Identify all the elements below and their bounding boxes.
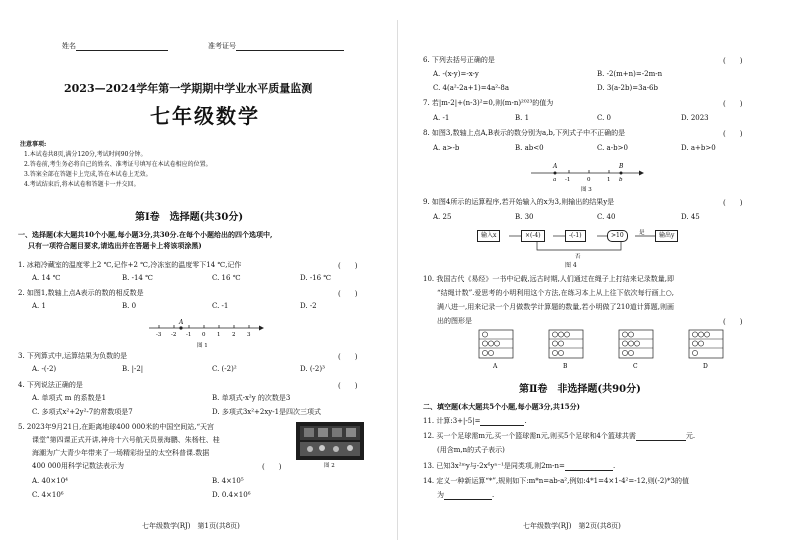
option-d-knots <box>689 330 723 370</box>
q5-option-c[interactable]: C. 4×10⁶ <box>32 491 64 499</box>
figure-4-caption: 图 4 <box>565 262 577 269</box>
q10-line: 出的图形是 <box>437 317 472 325</box>
tick-label: -2 <box>171 332 177 338</box>
tick-label: 2 <box>232 332 236 338</box>
note-item: 2.答卷前,考生务必将自己的姓名、准考证号填写在本试卷相应的位置。 <box>24 161 212 168</box>
q8-option-b[interactable]: B. ab<0 <box>515 144 544 152</box>
q3-option-a[interactable]: A. -(-2) <box>32 365 57 373</box>
q13-text: 13. 已知3x²ᵐy与-2x⁶yⁿ⁻¹是同类项,则2m-n= . <box>423 462 616 470</box>
q6-answer-paren[interactable]: ( ) <box>723 57 743 65</box>
note-item: 1.本试卷共8页,满分120分,考试时间90分钟。 <box>24 151 147 158</box>
q6-option-d[interactable]: D. 3(a-2b)=3a-6b <box>597 84 658 92</box>
option-b-label: B <box>563 363 568 370</box>
q4-stem: 4. 下列说法正确的是 <box>18 381 83 389</box>
q1-option-d[interactable]: D. -16 ℃ <box>300 274 332 282</box>
q2-option-d[interactable]: D. -2 <box>300 302 317 310</box>
q8-stem: 8. 如图3,数轴上点A,B表示的数分别为a,b,下列式子中不正确的是 <box>423 129 626 137</box>
q4-option-b[interactable]: B. 单项式-x²y 的次数是3 <box>212 394 291 402</box>
tick-label: 0 <box>587 177 591 183</box>
q9-stem: 9. 如图4所示的运算程序,若开始输入的x为3,则输出的结果y是 <box>423 198 615 206</box>
q2-answer-paren[interactable]: ( ) <box>338 290 358 298</box>
q9-option-b[interactable]: B. 30 <box>515 213 534 221</box>
q2-option-a[interactable]: A. 1 <box>32 302 46 310</box>
q5-option-b[interactable]: B. 4×10⁵ <box>212 477 244 485</box>
q10-answer-paren[interactable]: ( ) <box>723 318 743 326</box>
q4-option-d[interactable]: D. 多项式3x²+2xy-1是四次三项式 <box>212 408 322 416</box>
q9-option-a[interactable]: A. 25 <box>433 213 452 221</box>
q3-option-b[interactable]: B. |-2| <box>122 365 144 373</box>
input-box: 输入x <box>477 230 500 242</box>
q5-answer-paren[interactable]: ( ) <box>262 463 282 471</box>
q1-option-b[interactable]: B. -14 ℃ <box>122 274 153 282</box>
q5-line: 海潮为广大青少年带来了一场精彩纷呈的太空科普课.数据 <box>32 449 210 457</box>
q12-stem: 12. 买一个足球需m元,买一个篮球需n元,则买5个足球和4个篮球共需 <box>423 432 636 440</box>
q12-answer-blank[interactable] <box>636 432 686 441</box>
flowchart-figure-4 <box>477 226 707 262</box>
page-right <box>397 0 794 558</box>
q9-option-c[interactable]: C. 40 <box>597 213 616 221</box>
q10-line: “结绳计数”.爱思考的小明利用这个方法,在练习本上从上往下依次每行画上○, <box>437 289 674 297</box>
q9-option-d[interactable]: D. 45 <box>681 213 700 221</box>
q13-stem: 13. 已知3x²ᵐy与-2x⁶yⁿ⁻¹是同类项,则2m-n= <box>423 462 565 470</box>
q14-stem-end: 为 <box>437 491 444 499</box>
exam-id-field[interactable] <box>208 42 344 51</box>
option-c-label: C <box>633 363 638 370</box>
q1-answer-paren[interactable]: ( ) <box>338 262 358 270</box>
q3-stem: 3. 下列算式中,运算结果为负数的是 <box>18 352 128 360</box>
note-item: 4.考试结束后,将本试卷和答题卡一并交回。 <box>24 181 140 188</box>
q9-answer-paren[interactable]: ( ) <box>723 199 743 207</box>
q2-option-c[interactable]: C. -1 <box>212 302 229 310</box>
q7-option-c[interactable]: C. 0 <box>597 114 612 122</box>
tick-label: -3 <box>156 332 162 338</box>
point-b-marker <box>620 172 623 175</box>
q13-answer-blank[interactable] <box>565 462 613 471</box>
tick-label: -1 <box>565 177 571 183</box>
q7-stem: 7. 若|m-2|+(n-3)²=0,则(m-n)²⁰²³的值为 <box>423 99 554 107</box>
q6-option-b[interactable]: B. -2(m+n)=-2m-n <box>597 70 663 78</box>
section-heading-2: 只有一项符合题目要求,请选出并在答题卡上将该项涂黑) <box>28 241 202 250</box>
space-classroom-photo <box>296 422 364 468</box>
q8-option-a[interactable]: A. a>-b <box>433 144 460 152</box>
footer-right: 七年级数学(RJ) 第2页(共8页) <box>523 522 621 530</box>
point-b-label: B <box>619 163 624 170</box>
q1-option-a[interactable]: A. 14 ℃ <box>32 274 61 282</box>
q4-answer-paren[interactable]: ( ) <box>338 382 358 390</box>
option-a-knots <box>479 330 513 370</box>
q2-option-b[interactable]: B. 0 <box>122 302 137 310</box>
q7-option-b[interactable]: B. 1 <box>515 114 530 122</box>
q6-option-c[interactable]: C. 4(a²-2a+1)=4a²-8a <box>433 84 510 92</box>
q3-answer-paren[interactable]: ( ) <box>338 353 358 361</box>
option-b-knots <box>549 330 583 370</box>
number-line-figure-3 <box>527 157 647 195</box>
name-field[interactable] <box>62 42 168 51</box>
q10-line: 满八进一,用来记录一个月做数学计算题的数量,若小明做了210道计算题,则画 <box>437 303 675 311</box>
figure-3-caption: 图 3 <box>581 187 592 193</box>
q10-line: 10. 我国古代《易经》一书中记载,远古时期,人们通过在绳子上打结来记录数量,即 <box>423 275 675 283</box>
q5-line: 400 000用科学记数法表示为 <box>32 462 124 470</box>
exam-title: 2023—2024学年第一学期期中学业水平质量监测 <box>64 82 313 95</box>
q5-line: 课堂”第四课正式开讲,神舟十六号航天员景海鹏、朱杨柱、桂 <box>32 436 220 444</box>
q7-option-a[interactable]: A. -1 <box>433 114 450 122</box>
q11-stem: 11. 计算:3+|-5|= <box>423 417 481 425</box>
tick-marks <box>159 325 249 328</box>
point-a-label: A <box>553 163 558 170</box>
q3-option-c[interactable]: C. (-2)² <box>212 365 237 373</box>
point-a-label: A <box>179 319 184 326</box>
value-b-label: b <box>619 177 623 183</box>
tick-label: 1 <box>217 332 221 338</box>
q7-answer-paren[interactable]: ( ) <box>723 100 743 108</box>
q14-text: 14. 定义一种新运算“*”,规则如下:m*n=ab-a²,例如:4*1=4×1-4²=-12,则(-2)*3的值 <box>423 477 689 485</box>
option-a-label: A <box>493 363 498 370</box>
tick-label: 3 <box>247 332 251 338</box>
section-heading: 一、选择题(本大题共10个小题,每小题3分,共30分.在每个小题给出的四个选项中, <box>18 230 273 239</box>
q8-option-d[interactable]: D. a+b>0 <box>681 144 716 152</box>
value-a-label: a <box>553 177 557 183</box>
fill-heading: 二、填空题(本大题共5个小题,每小题3分,共15分) <box>423 402 580 411</box>
q5-option-a[interactable]: A. 40×10⁴ <box>32 477 68 485</box>
subtract-box: -(-1) <box>565 230 586 242</box>
part1-title: 第Ⅰ卷 选择题(共30分) <box>135 212 244 223</box>
number-line-figure-1 <box>145 314 265 350</box>
q12-note: (用含m,n的式子表示) <box>437 446 505 454</box>
tick-label: 0 <box>202 332 206 338</box>
condition-box: >10 <box>607 230 628 242</box>
tick-label: 1 <box>607 177 611 183</box>
q8-answer-paren[interactable]: ( ) <box>723 130 743 138</box>
multiply-box: ×(-4) <box>521 230 545 242</box>
point-a-marker <box>554 172 557 175</box>
note-item: 3.答案全部在答题卡上完成,答在本试卷上无效。 <box>24 171 152 178</box>
q8-option-c[interactable]: C. a-b>0 <box>597 144 628 152</box>
tick-label: -1 <box>186 332 192 338</box>
yes-label: 是 <box>639 230 645 236</box>
subject-title: 七年级数学 <box>150 104 260 128</box>
q1-stem: 1. 冰箱冷藏室的温度零上2 ℃,记作+2 ℃,冷冻室的温度零下14 ℃,记作 <box>18 261 242 269</box>
footer-left: 七年级数学(RJ) 第1页(共8页) <box>142 522 240 530</box>
q14-text-2: 为 . <box>437 491 495 499</box>
q14-answer-blank[interactable] <box>444 491 492 500</box>
notes-title: 注意事项: <box>20 141 47 148</box>
q4-option-a[interactable]: A. 单项式 m 的系数是1 <box>32 394 107 402</box>
q12-text <box>423 432 695 441</box>
name-label: 姓名 <box>62 42 76 50</box>
knot-options-figure <box>477 328 737 370</box>
q7-option-d[interactable]: D. 2023 <box>681 114 709 122</box>
q12-unit: 元. <box>685 432 696 440</box>
q5-line: 5. 2023年9月21日,在距离地球400 000米的中国空间站,“天宫 <box>18 423 215 431</box>
q2-stem: 2. 如图1,数轴上点A表示的数的相反数是 <box>18 289 144 297</box>
point-a-marker <box>179 326 182 329</box>
part2-title: 第Ⅱ卷 非选择题(共90分) <box>519 384 641 395</box>
q3-option-d[interactable]: D. (-2)³ <box>300 365 325 373</box>
figure-2-caption: 图 2 <box>324 463 335 468</box>
option-c-knots <box>619 330 653 370</box>
q4-option-c[interactable]: C. 多项式x²+2y²-7的常数项是7 <box>32 408 133 416</box>
exam-id-label: 准考证号 <box>208 42 236 50</box>
q11-text: 11. 计算:3+|-5|= . <box>423 417 527 425</box>
no-label: 否 <box>575 254 581 260</box>
option-d-label: D <box>703 363 708 370</box>
q5-option-d[interactable]: D. 0.4×10⁶ <box>212 491 251 499</box>
figure-1-caption: 图 1 <box>197 343 208 349</box>
q1-option-c[interactable]: C. 16 ℃ <box>212 274 241 282</box>
q11-answer-blank[interactable] <box>480 417 524 426</box>
output-box: 输出y <box>655 230 678 242</box>
q6-stem: 6. 下列去括号正确的是 <box>423 56 495 64</box>
q6-option-a[interactable]: A. -(x-y)=-x-y <box>433 70 479 78</box>
